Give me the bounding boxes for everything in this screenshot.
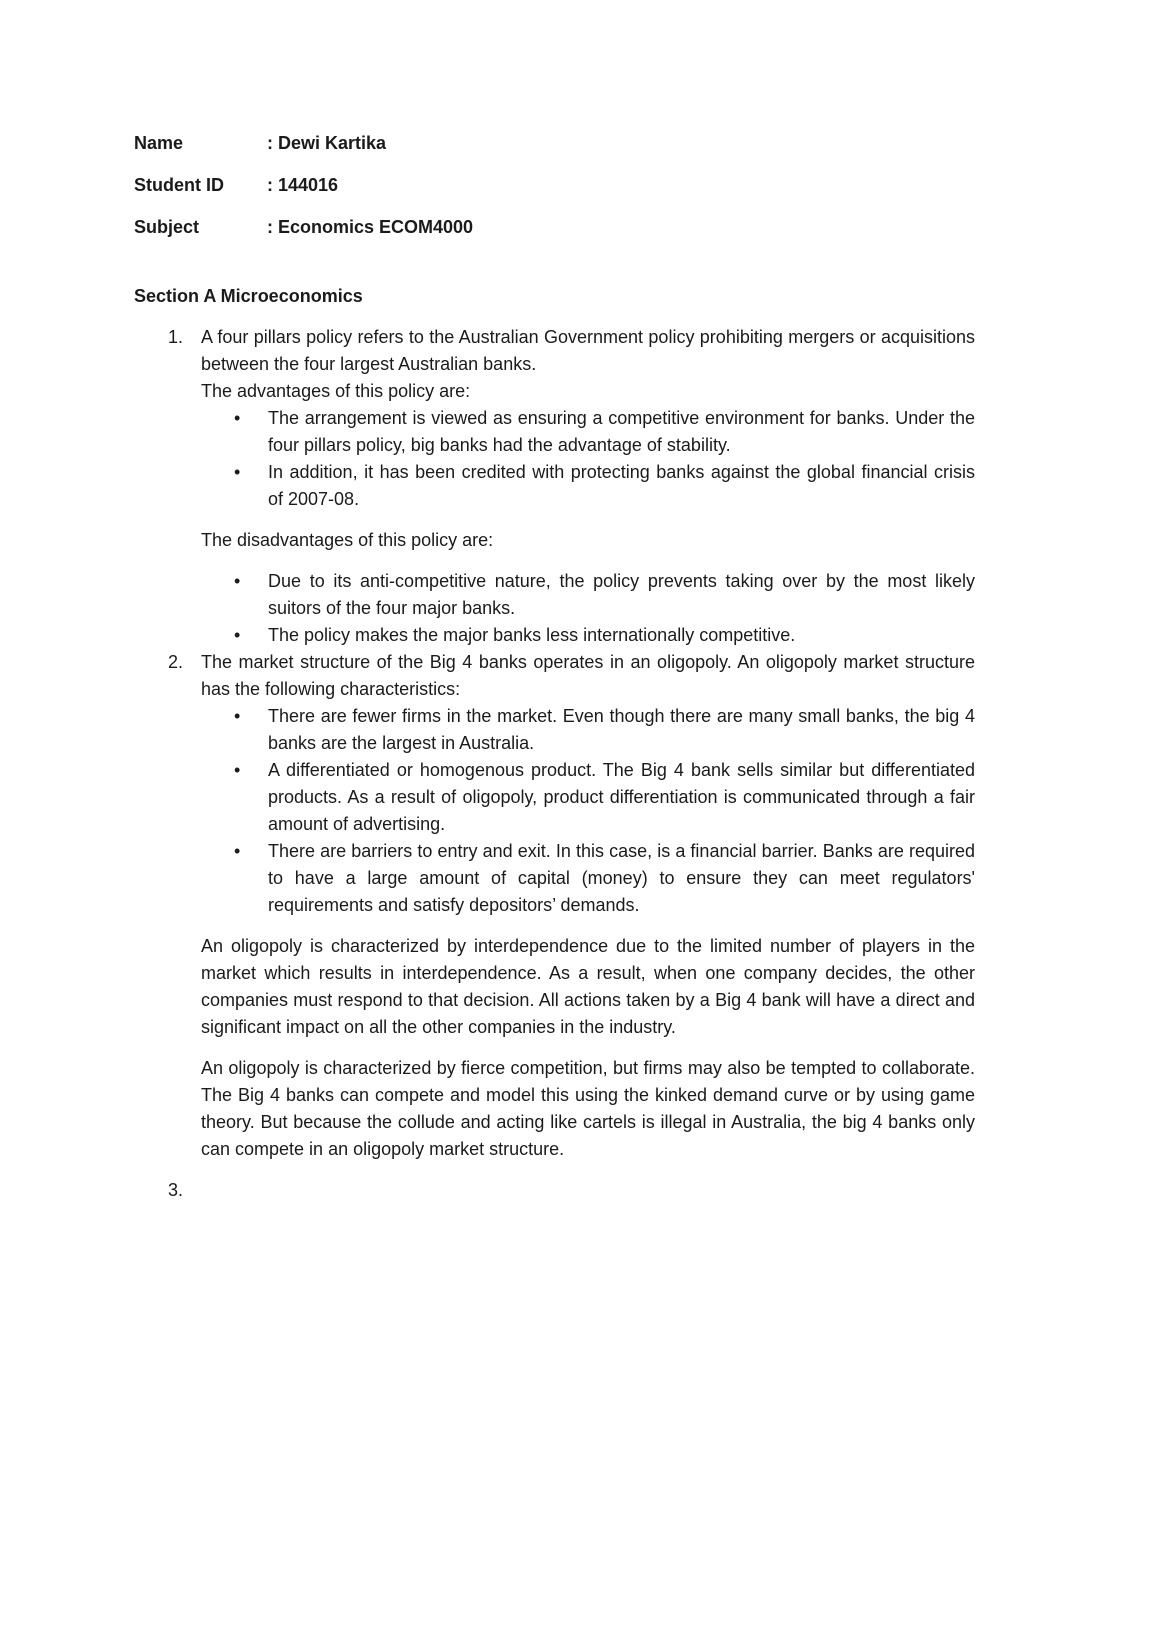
- bullet-icon: [234, 622, 268, 649]
- disadvantages-list: [201, 568, 975, 649]
- question-body: [201, 324, 975, 649]
- bullet-item: [234, 622, 975, 649]
- bullet-icon: [234, 568, 268, 622]
- bullet-text: The arrangement is viewed as ensuring a competitive environment for banks. Under the four pillars policy, big banks had the advantage of stability.: [268, 408, 975, 455]
- question-item-2: [168, 649, 975, 1163]
- bullet-icon: [234, 703, 268, 757]
- header-field-row: [134, 172, 975, 199]
- question-item-1: [168, 324, 975, 649]
- bullet-icon: [234, 838, 268, 919]
- paragraph: An oligopoly is characterized by interdependence due to the limited number of players in the market which results in interdependence. As a result, when one company decides, the other companies must respond to that decision. All actions taken by a Big 4 bank will have a direct and significant impact on all the other companies in the industry.: [201, 936, 975, 1037]
- characteristics-list: [201, 703, 975, 919]
- bullet-text: There are fewer firms in the market. Even though there are many small banks, the big 4 banks are the largest in Australia.: [268, 706, 975, 753]
- question-body: [201, 649, 975, 1163]
- header-field-row: [134, 130, 975, 157]
- bullet-item: [234, 703, 975, 757]
- bullet-item: [234, 405, 975, 459]
- question-number: 1.: [168, 327, 184, 347]
- header-field-value: : 144016: [267, 175, 339, 195]
- student-info-block: [134, 130, 975, 241]
- paragraph: The market structure of the Big 4 banks operates in an oligopoly. An oligopoly market structure has the following characteristics:: [201, 652, 975, 699]
- paragraph: A four pillars policy refers to the Australian Government policy prohibiting mergers or acquisitions between the four largest Australian banks.: [201, 327, 975, 374]
- bullet-text: In addition, it has been credited with protecting banks against the global financial crisis of 2007-08.: [268, 462, 975, 509]
- bullet-text: A differentiated or homogenous product. The Big 4 bank sells similar but differentiated products. As a result of oligopoly, product differentiation is communicated through a fair amount of advertising.: [268, 760, 975, 834]
- header-field-row: [134, 214, 975, 241]
- question-number: 2.: [168, 652, 184, 672]
- header-field-value: : Economics ECOM4000: [267, 217, 474, 237]
- bullet-icon: [234, 405, 268, 459]
- paragraph: The disadvantages of this policy are:: [201, 530, 494, 550]
- header-field-label: Name: [134, 133, 184, 153]
- header-field-value: : Dewi Kartika: [267, 133, 387, 153]
- header-field-label: Student ID: [134, 175, 224, 195]
- bullet-text: Due to its anti-competitive nature, the policy prevents taking over by the most likely suitors of the four major banks.: [268, 571, 975, 618]
- header-field-label: Subject: [134, 217, 200, 237]
- bullet-item: [234, 568, 975, 622]
- bullet-item: [234, 459, 975, 513]
- section-title: Section A Microeconomics: [134, 286, 363, 306]
- question-number: 3.: [168, 1180, 184, 1200]
- bullet-item: [234, 838, 975, 919]
- question-item-3: [168, 1177, 975, 1204]
- bullet-text: The policy makes the major banks less internationally competitive.: [268, 625, 796, 645]
- bullet-item: [234, 757, 975, 838]
- bullet-icon: [234, 757, 268, 838]
- bullet-text: There are barriers to entry and exit. In this case, is a financial barrier. Banks are required to have a large amount of capital (money) to ensure they can meet regulators' requirements and satisfy depositors’ demands.: [268, 841, 975, 915]
- paragraph: The advantages of this policy are:: [201, 381, 471, 401]
- advantages-list: [201, 405, 975, 513]
- paragraph: An oligopoly is characterized by fierce competition, but firms may also be tempted to collaborate. The Big 4 banks can compete and model this using the kinked demand curve or by using game theory. But because the collude and acting like cartels is illegal in Australia, the big 4 banks only can compete in an oligopoly market structure.: [201, 1058, 975, 1159]
- question-body: [201, 1177, 975, 1204]
- bullet-icon: [234, 459, 268, 513]
